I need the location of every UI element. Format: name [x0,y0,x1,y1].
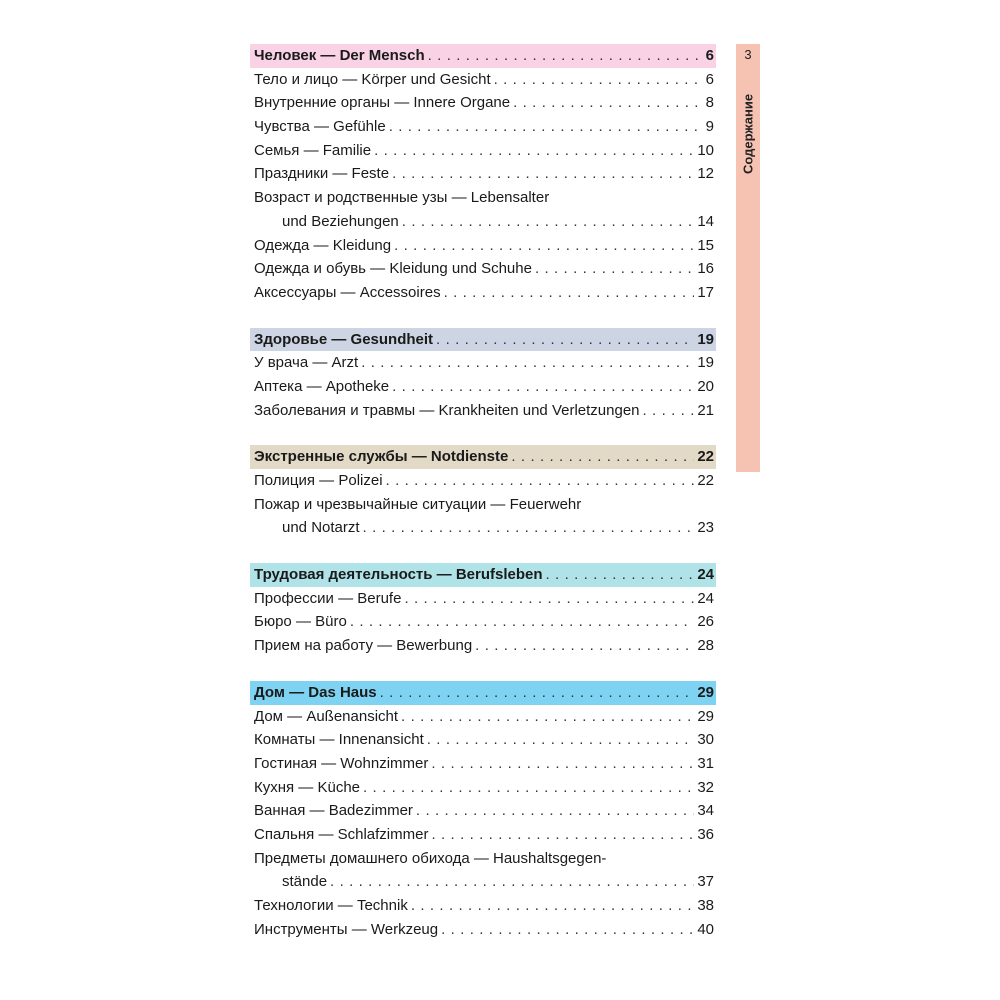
page-number: 32 [697,778,714,796]
dot-leader [330,870,694,894]
page-number: 15 [697,236,714,254]
page-number: 10 [697,141,714,159]
page-number: 8 [705,94,714,112]
page-number: 24 [697,566,714,584]
toc-entry[interactable] [250,894,716,918]
entry-title: und Beziehungen [282,212,399,230]
entry-title: Семья — Familie [254,141,372,159]
dot-leader [427,728,695,752]
entry-title: Заболевания и травмы — Krankheiten und Verletzungen [254,401,640,419]
entry-title: Одежда — Kleidung [254,236,392,254]
toc-entry[interactable] [250,634,716,658]
section-title: Экстренные службы — Notdienste [254,448,509,466]
dot-leader [374,139,694,163]
page-number: 21 [697,401,714,419]
toc-entry[interactable] [250,375,716,399]
page-number: 23 [697,519,714,537]
page-number: 37 [697,873,714,891]
toc-entry[interactable] [250,162,716,186]
table-of-contents [250,44,716,964]
entry-title: Предметы домашнего обихода — Haushaltsgegen- [254,849,607,867]
toc-entry[interactable] [250,234,716,258]
toc-entry[interactable] [250,399,716,423]
entry-title: Комнаты — Innenansicht [254,731,424,749]
toc-entry[interactable] [250,186,716,210]
entry-title: Аксессуары — Accessoires [254,283,441,301]
dot-leader [441,918,694,942]
section-title: Дом — Das Haus [254,683,377,701]
toc-entry[interactable] [250,139,716,163]
toc-entry[interactable] [250,351,716,375]
page-number: 16 [697,260,714,278]
entry-title: Ванная — Badezimmer [254,802,413,820]
entry-title: Прием на работу — Bewerbung [254,637,473,655]
entry-title: Технологии — Technik [254,897,408,914]
dot-leader [535,257,694,281]
section-title: Трудовая деятельность — Berufsleben [254,566,543,584]
dot-leader [431,823,694,847]
toc-entry[interactable] [250,870,716,894]
section-title: Человек — Der Mensch [254,47,425,64]
entry-title: У врача — Arzt [254,354,359,372]
dot-leader [350,610,695,634]
dot-leader [643,399,695,423]
page-number: 31 [697,754,714,772]
toc-section [250,44,716,305]
page-number: 36 [697,825,714,843]
dot-leader [401,705,694,729]
toc-entry[interactable] [250,493,716,517]
entry-title: Одежда и обувь — Kleidung und Schuhe [254,260,532,278]
toc-entry[interactable] [250,587,716,611]
toc-entry[interactable] [250,847,716,871]
section-header[interactable] [250,681,716,705]
entry-title: Бюро — Büro [254,613,347,631]
dot-leader [411,894,694,918]
toc-entry[interactable] [250,799,716,823]
dot-leader [394,234,694,258]
entry-title: Чувства — Gefühle [254,118,386,136]
page-number: 40 [697,920,714,938]
toc-entry[interactable] [250,610,716,634]
entry-title: Внутренние органы — Innere Organe [254,94,511,112]
page-number: 9 [705,118,714,136]
dot-leader [494,68,699,92]
toc-entry[interactable] [250,516,716,540]
entry-title: Гостиная — Wohnzimmer [254,754,429,772]
toc-entry[interactable] [250,823,716,847]
dot-leader [513,91,699,115]
toc-entry[interactable] [250,257,716,281]
toc-entry[interactable] [250,68,716,92]
toc-entry[interactable] [250,752,716,776]
entry-title: Пожар и чрезвычайные ситуации — Feuerwehr [254,495,582,513]
page-number: 6 [705,70,714,88]
page-number: 22 [697,472,714,489]
entry-title: Инструменты — Werkzeug [254,920,439,938]
page-number: 26 [697,613,714,631]
section-title: Здоровье — Gesundheit [254,330,434,348]
dot-leader [361,351,694,375]
page-number: 28 [697,637,714,655]
toc-entry[interactable] [250,115,716,139]
entry-title: Полиция — Polizei [254,472,383,489]
page-number: 22 [697,448,714,466]
toc-section [250,328,716,423]
page-number: 30 [697,731,714,749]
page-number: 38 [697,897,714,914]
entry-title: Профессии — Berufe [254,589,402,607]
dot-leader [431,752,694,776]
page-number: 6 [705,47,714,64]
page-number: 19 [697,330,714,348]
toc-section [250,563,716,658]
toc-entry[interactable] [250,705,716,729]
entry-title: Дом — Außenansicht [254,707,399,725]
page-number: 14 [697,212,714,230]
dot-leader [363,516,695,540]
section-header[interactable] [250,563,716,587]
toc-entry[interactable] [250,918,716,942]
entry-title: Кухня — Küche [254,778,361,796]
side-page-number: 3 [744,47,752,62]
dot-leader [436,328,694,352]
section-header[interactable] [250,44,716,68]
dot-leader [402,210,695,234]
page-number: 29 [697,683,714,701]
page-number: 34 [697,802,714,820]
entry-title: stände [282,873,328,891]
dot-leader [546,563,695,587]
toc-entry[interactable] [250,91,716,115]
dot-leader [389,115,699,139]
section-header[interactable] [250,445,716,469]
entry-title: Тело и лицо — Körper und Gesicht [254,70,491,88]
toc-section [250,681,716,942]
toc-entry[interactable] [250,728,716,752]
toc-entry[interactable] [250,776,716,800]
toc-entry[interactable] [250,210,716,234]
entry-title: Спальня — Schlafzimmer [254,825,429,843]
page-number: 17 [697,283,714,301]
entry-title: Возраст и родственные узы — Lebensalter [254,189,550,207]
dot-leader [392,162,694,186]
page-number: 12 [697,165,714,183]
dot-leader [428,44,699,68]
page-number: 20 [697,377,714,395]
entry-title: Аптека — Apotheke [254,377,390,395]
toc-section [250,445,716,540]
dot-leader [444,281,695,305]
page-number: 29 [697,707,714,725]
dot-leader [404,587,694,611]
dot-leader [511,445,694,469]
entry-title: und Notarzt [282,519,360,537]
section-header[interactable] [250,328,716,352]
page-number: 24 [697,589,714,607]
dot-leader [386,469,695,493]
dot-leader [475,634,694,658]
dot-leader [380,681,695,705]
entry-title: Праздники — Feste [254,165,390,183]
page-number: 19 [697,354,714,372]
dot-leader [363,776,694,800]
dot-leader [392,375,694,399]
side-tab-label: Содержание [740,93,756,174]
toc-entry[interactable] [250,469,716,493]
dot-leader [416,799,694,823]
toc-entry[interactable] [250,281,716,305]
